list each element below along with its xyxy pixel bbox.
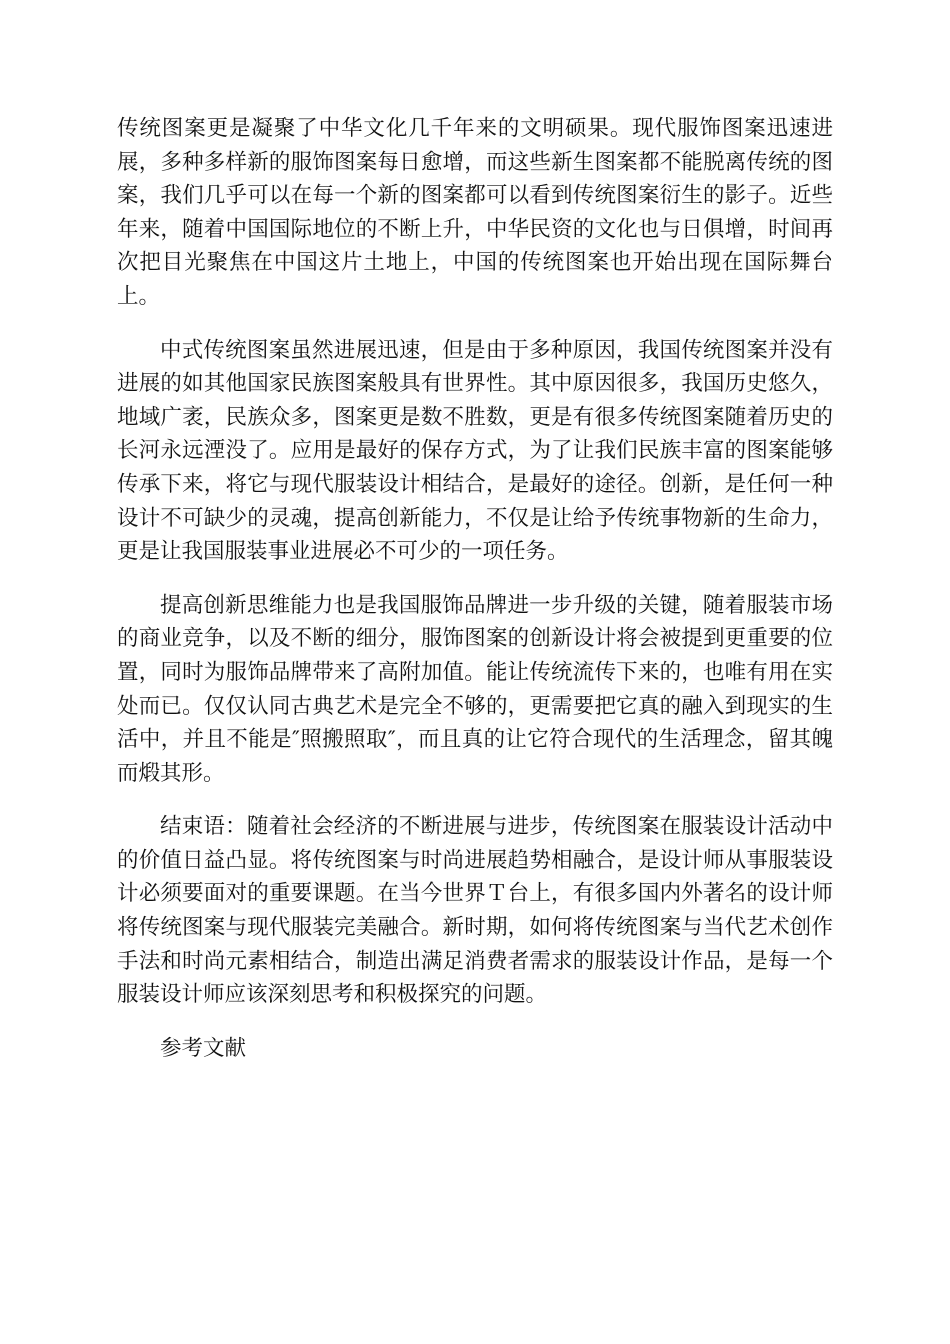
paragraph-innovation-thinking: 提高创新思维能力也是我国服饰品牌进一步升级的关键，随着服装市场的商业竞争，以及不断的细分，服饰图案的创新设计将会被提到更重要的位置，同时为服饰品牌带来了高附加值。能让传统流传下来的，也唯有用在实处而已。仅仅认同古典艺术是完全不够的，更需要把它真的融入到现实的生活中，并且不能是″照搬照取″，而且真的让它符合现代的生活理念，留其魄而煅其形。 [117, 592, 833, 786]
references-heading: 参考文献 [160, 1035, 247, 1061]
document-body [117, 112, 833, 1085]
paragraph-traditional-patterns: 传统图案更是凝聚了中华文化几千年来的文明硕果。现代服饰图案迅速进展，多种多样新的服饰图案每日愈增，而这些新生图案都不能脱离传统的图案，我们几乎可以在每一个新的图案都可以看到传统图案衍生的影子。近些年来，随着中国国际地位的不断上升，中华民资的文化也与日俱增，时间再次把目光聚焦在中国这片土地上，中国的传统图案也开始出现在国际舞台上。 [117, 116, 833, 309]
paragraph-conclusion: 结束语：随着社会经济的不断进展与进步，传统图案在服装设计活动中的价值日益凸显。将传统图案与时尚进展趋势相融合，是设计师从事服装设计必须要面对的重要课题。在当今世界Ｔ台上，有很多国内外著名的设计师将传统图案与现代服装完美融合。新时期，如何将传统图案与当代艺术创作手法和时尚元素相结合，制造出满足消费者需求的服装设计作品，是每一个服装设计师应该深刻思考和积极探究的问题。 [117, 814, 833, 1008]
paragraph-chinese-patterns-development: 中式传统图案虽然进展迅速，但是由于多种原因，我国传统图案并没有进展的如其他国家民族图案般具有世界性。其中原因很多，我国历史悠久，地域广袤，民族众多，图案更是数不胜数，更是有很多传统图案随着历史的长河永远湮没了。应用是最好的保存方式，为了让我们民族丰富的图案能够传承下来，将它与现代服装设计相结合，是最好的途径。创新，是任何一种设计不可缺少的灵魂，提高创新能力，不仅是让给予传统事物新的生命力，更是让我国服装事业进展必不可少的一项任务。 [117, 337, 833, 565]
